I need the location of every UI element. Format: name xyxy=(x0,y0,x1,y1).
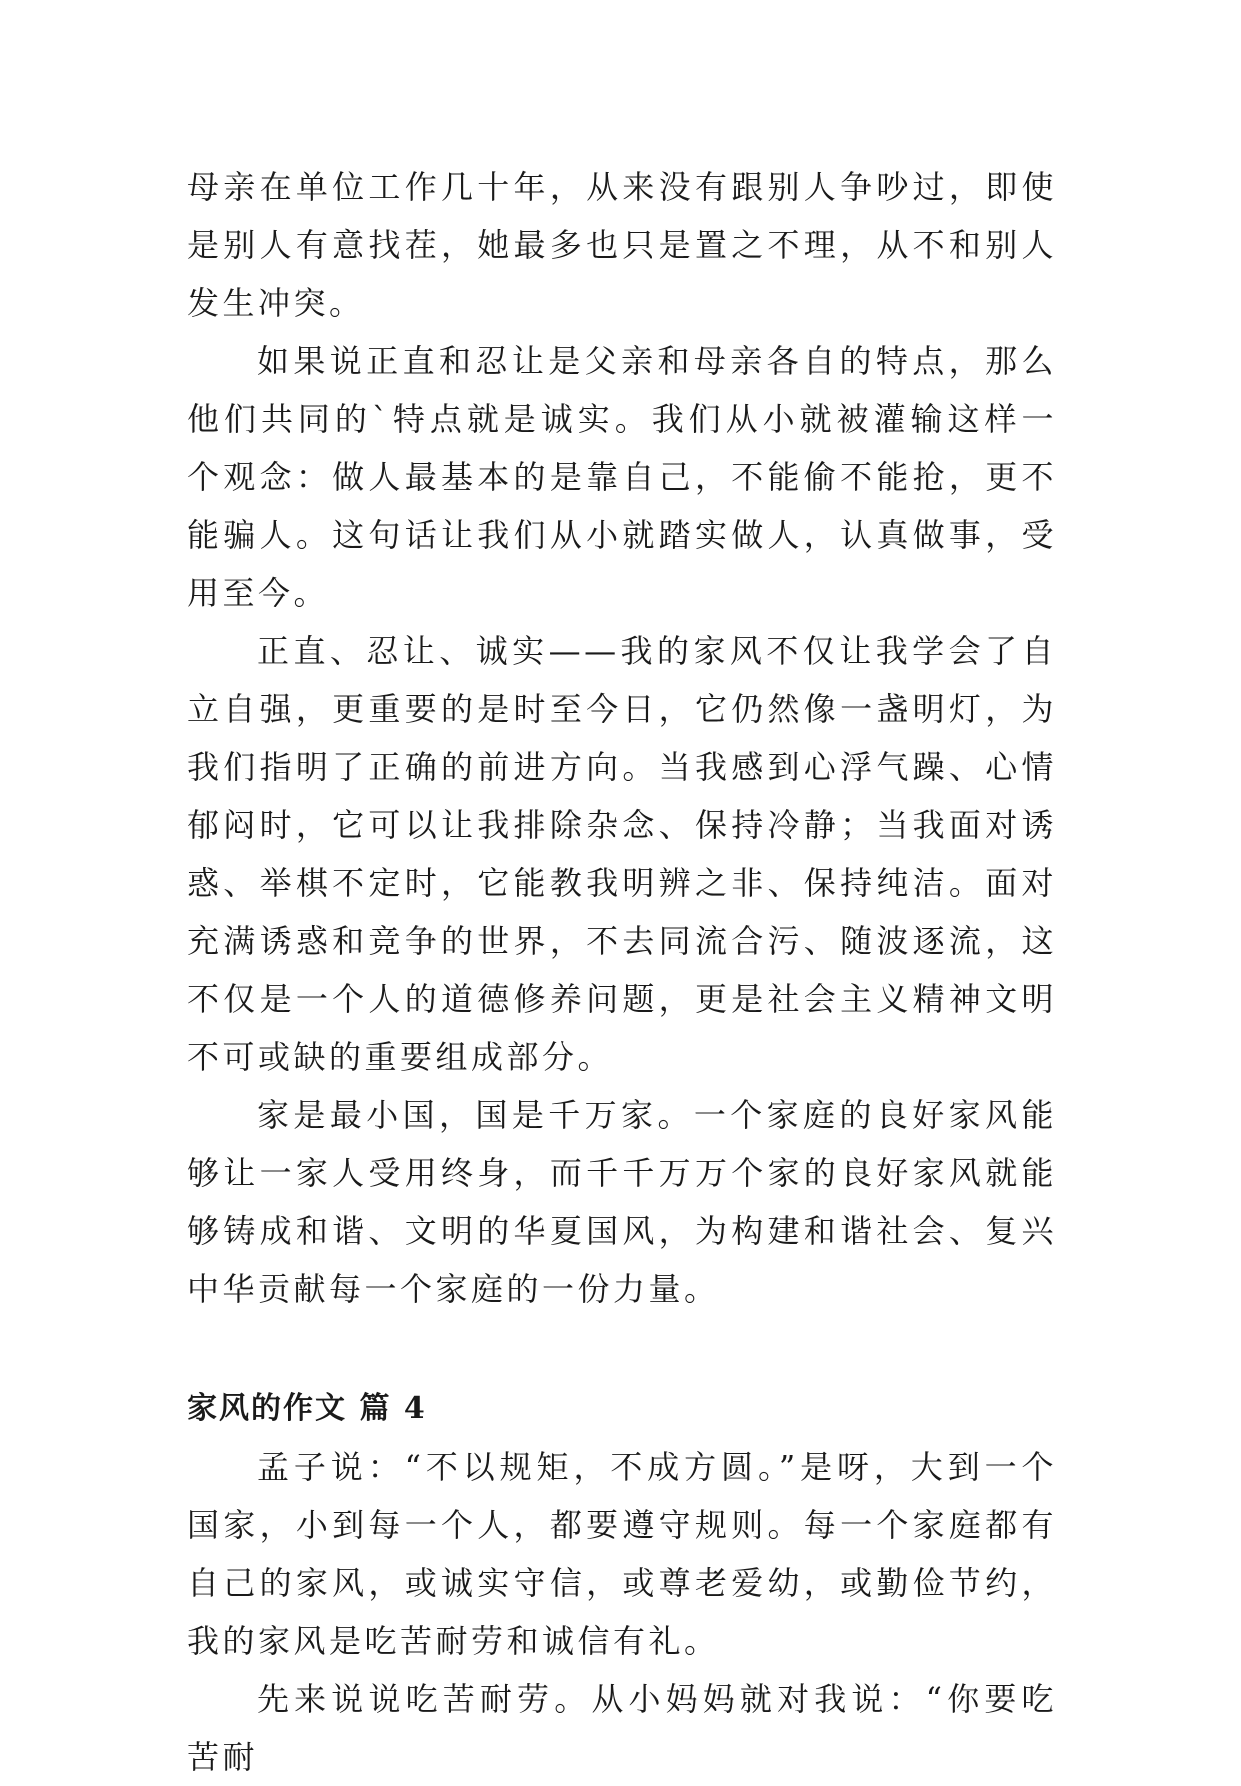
paragraph-honesty: 如果说正直和忍让是父亲和母亲各自的特点，那么他们共同的`特点就是诚实。我们从小就被灌输这样一个观念：做人最基本的是靠自己，不能偷不能抢，更不能骗人。这句话让我们从小就踏实做人，认真做事，受用至今。 xyxy=(187,342,1057,612)
paragraph-mother-character: 母亲在单位工作几十年，从来没有跟别人争吵过，即使是别人有意找茬，她最多也只是置之不理，从不和别人发生冲突。 xyxy=(187,168,1057,322)
paragraph-family-and-nation: 家是最小国，国是千万家。一个家庭的良好家风能够让一家人受用终身，而千千万万个家的良好家风就能够铸成和谐、文明的华夏国风，为构建和谐社会、复兴中华贡献每一个家庭的一份力量。 xyxy=(187,1096,1057,1308)
section-heading: 家风的作文 篇 4 xyxy=(187,1391,427,1426)
paragraph-hard-work: 先来说说吃苦耐劳。从小妈妈就对我说：“你要吃苦耐 xyxy=(187,1680,1057,1776)
paragraph-family-values: 正直、忍让、诚实——我的家风不仅让我学会了自立自强，更重要的是时至今日，它仍然像一盏明灯，为我们指明了正确的前进方向。当我感到心浮气躁、心情郁闷时，它可以让我排除杂念、保持冷静；当我面对诱惑、举棋不定时，它能教我明辨之非、保持纯洁。面对充满诱惑和竞争的世界，不去同流合污、随波逐流，这不仅是一个人的道德修养问题，更是社会主义精神文明不可或缺的重要组成部分。 xyxy=(187,632,1057,1076)
document-page xyxy=(187,158,1057,1786)
paragraph-mencius-rules: 孟子说：“不以规矩，不成方圆。”是呀，大到一个国家，小到每一个人，都要遵守规则。每一个家庭都有自己的家风，或诚实守信，或尊老爱幼，或勤俭节约，我的家风是吃苦耐劳和诚信有礼。 xyxy=(187,1448,1057,1660)
